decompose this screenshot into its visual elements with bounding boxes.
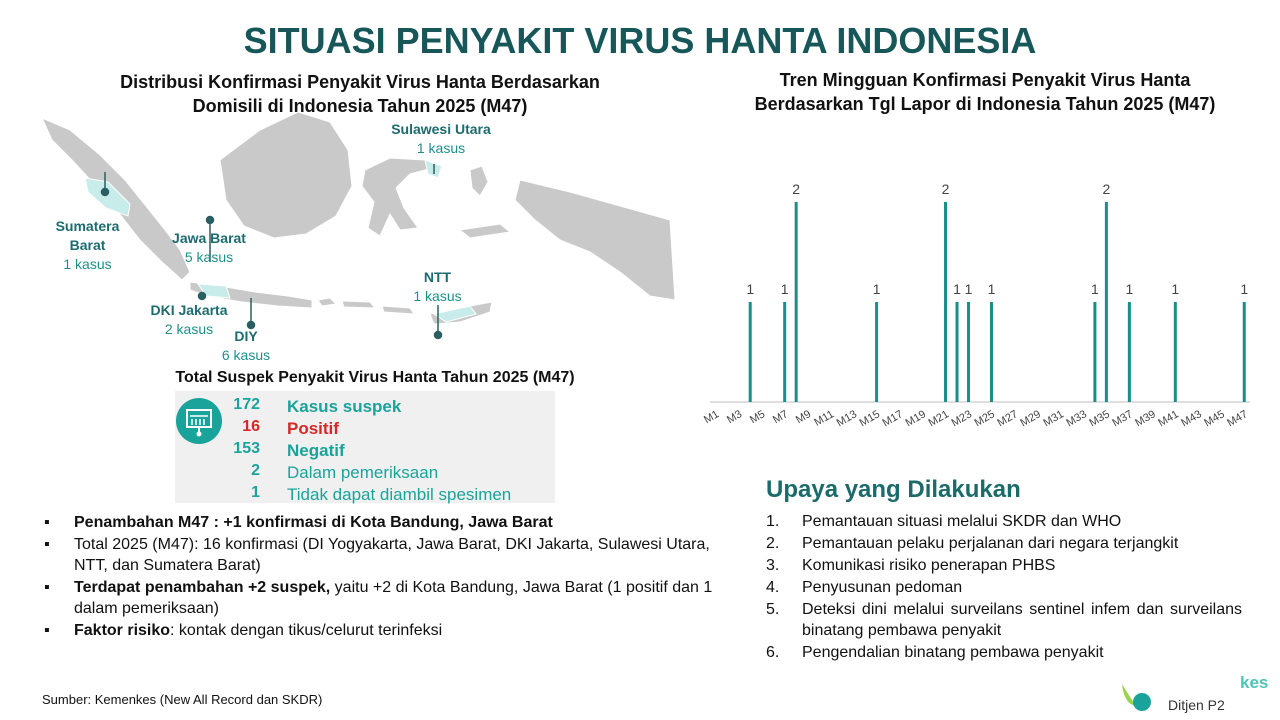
tick-label-M21: M21 — [926, 408, 952, 430]
tick-label-M19: M19 — [903, 408, 929, 430]
bar-M8 — [795, 202, 798, 402]
logo-text: Ditjen P2 — [1168, 697, 1225, 713]
label-jawa-barat: Jawa Barat 5 kasus — [172, 230, 246, 265]
tick-label-M3: M3 — [724, 408, 745, 427]
data-label-M22: 1 — [953, 281, 961, 297]
data-label-M8: 2 — [792, 181, 801, 197]
tick-label-M23: M23 — [949, 408, 975, 430]
bullet-3: ▪ Terdapat penambahan +2 suspek, yaitu +2 di Kota Bandung, Jawa Barat (1 positif dan 1 dalam pemeriksaan) — [44, 579, 713, 617]
tick-label-M29: M29 — [1018, 408, 1043, 430]
bar-M4 — [749, 302, 752, 402]
map-kalimantan — [220, 112, 352, 238]
tick-label-M47: M47 — [1225, 408, 1250, 430]
bullet-2: ▪ Total 2025 (M47): 16 konfirmasi (DI Yogyakarta, Jawa Barat, DKI Jakarta, Sulawesi Utara, NTT, dan Sumatera Barat) — [44, 536, 710, 574]
tick-label-M33: M33 — [1064, 408, 1089, 430]
chart-title-line2: Berdasarkan Tgl Lapor di Indonesia Tahun 2025 (M47) — [754, 94, 1216, 114]
upaya-list — [766, 511, 1242, 664]
marker-dki — [199, 293, 206, 300]
data-label-M35: 2 — [1102, 181, 1111, 197]
chart-title — [700, 68, 1270, 116]
bar-M15 — [875, 302, 878, 402]
tick-label-M5: M5 — [747, 408, 768, 427]
tick-label-M41: M41 — [1156, 408, 1181, 430]
tick-label-M35: M35 — [1087, 408, 1112, 430]
map-maluku — [460, 166, 510, 238]
map-papua — [515, 180, 675, 300]
data-label-M23: 1 — [964, 281, 973, 297]
suspect-label-3: Dalam pemeriksaan — [287, 463, 439, 482]
bullet-marker: ▪ — [44, 536, 50, 553]
bullet-marker: ▪ — [44, 514, 50, 531]
upaya-item: 4. Penyusunan pedoman — [766, 579, 963, 596]
map-title-line1: Distribusi Konfirmasi Penyakit Virus Hanta Berdasarkan — [120, 72, 600, 92]
tick-label-M17: M17 — [880, 408, 906, 430]
suspect-label-4: Tidak dapat diambil spesimen — [287, 485, 512, 504]
tick-label-M39: M39 — [1133, 408, 1158, 430]
bar-M47 — [1243, 302, 1246, 402]
page-title: SITUASI PENYAKIT VIRUS HANTA INDONESIA — [243, 20, 1037, 61]
bullet-marker: ▪ — [44, 622, 50, 639]
source-note: Sumber: Kemenkes (New All Record dan SKDR) — [42, 692, 323, 707]
tick-label-M37: M37 — [1110, 408, 1135, 430]
data-label-M34: 1 — [1090, 281, 1099, 297]
upaya-item: 3. Komunikasi risiko penerapan PHBS — [766, 557, 1056, 574]
marker-ntt — [435, 332, 442, 339]
bar-M37 — [1128, 302, 1131, 402]
summary-bullets — [44, 512, 714, 642]
suspect-value-2: 153 — [233, 440, 260, 457]
suspect-value-0: 172 — [233, 396, 260, 413]
suspect-label-1: Positif — [287, 419, 339, 438]
data-label-M4: 1 — [746, 281, 755, 297]
tick-label-M27: M27 — [995, 408, 1020, 430]
bullet-1: ▪ Penambahan M47 : +1 konfirmasi di Kota Bandung, Jawa Barat — [44, 514, 553, 531]
map-title-line2: Domisili di Indonesia Tahun 2025 (M47) — [192, 96, 528, 116]
data-label-M41: 1 — [1171, 281, 1180, 297]
marker-sumbar — [102, 189, 109, 196]
tick-label-M15: M15 — [857, 408, 883, 430]
chart-title-line1: Tren Mingguan Konfirmasi Penyakit Virus Hanta — [779, 70, 1191, 90]
upaya-item: 1. Pemantauan situasi melalui SKDR dan WHO — [766, 513, 1122, 530]
data-label-M47: 1 — [1240, 281, 1249, 297]
label-diy: DIY 6 kasus — [221, 328, 271, 363]
data-label-M25: 1 — [987, 281, 996, 297]
bullet-4: ▪ Faktor risiko: kontak dengan tikus/celurut terinfeksi — [44, 622, 443, 639]
upaya-item: 5. Deteksi dini melalui surveilans sentinel infem dan surveilans binatang pembawa penyakit — [766, 601, 1242, 639]
suspect-value-3: 2 — [251, 462, 260, 479]
tick-label-M7: M7 — [770, 408, 791, 427]
label-ntt: NTT 1 kasus — [413, 269, 462, 304]
suspect-title: Total Suspek Penyakit Virus Hanta Tahun 2025 (M47) — [175, 369, 575, 386]
suspect-value-1: 16 — [242, 418, 260, 435]
weekly-bar-chart — [690, 160, 1270, 460]
label-sumatera-barat: Sumatera Barat 1 kasus — [55, 218, 120, 272]
bar-M41 — [1174, 302, 1177, 402]
bullet-marker: ▪ — [44, 579, 50, 596]
data-label-M21: 2 — [941, 181, 950, 197]
bar-M23 — [967, 302, 970, 402]
tick-label-M9: M9 — [793, 408, 814, 427]
tick-label-M13: M13 — [834, 408, 860, 430]
bar-M21 — [944, 202, 947, 402]
upaya-title: Upaya yang Dilakukan — [766, 476, 1021, 503]
upaya-item: 2. Pemantauan pelaku perjalanan dari negara terjangkit — [766, 535, 1179, 552]
tick-label-M11: M11 — [812, 408, 837, 429]
tick-label-M1: M1 — [702, 408, 722, 427]
tick-label-M43: M43 — [1179, 408, 1204, 430]
suspect-label-2: Negatif — [287, 441, 345, 460]
bar-M7 — [783, 302, 786, 402]
data-label-M15: 1 — [872, 281, 881, 297]
bar-M22 — [956, 302, 959, 402]
data-label-M7: 1 — [780, 281, 789, 297]
tick-label-M45: M45 — [1202, 408, 1227, 430]
label-sulawesi-utara: Sulawesi Utara 1 kasus — [391, 121, 491, 156]
upaya-item: 6. Pengendalian binatang pembawa penyakit — [766, 644, 1104, 661]
data-label-M37: 1 — [1125, 281, 1134, 297]
logo-partial-text: kes — [1240, 673, 1269, 692]
tick-label-M31: M31 — [1041, 408, 1066, 430]
suspect-label-0: Kasus suspek — [287, 397, 402, 416]
suspect-value-4: 1 — [251, 484, 260, 501]
label-dki-jakarta: DKI Jakarta 2 kasus — [150, 302, 228, 337]
marker-jabar — [207, 217, 214, 224]
kemenkes-logo-icon — [1118, 680, 1162, 714]
bar-M25 — [990, 302, 993, 402]
tick-label-M25: M25 — [972, 408, 997, 430]
bar-M34 — [1093, 302, 1096, 402]
bar-M35 — [1105, 202, 1108, 402]
